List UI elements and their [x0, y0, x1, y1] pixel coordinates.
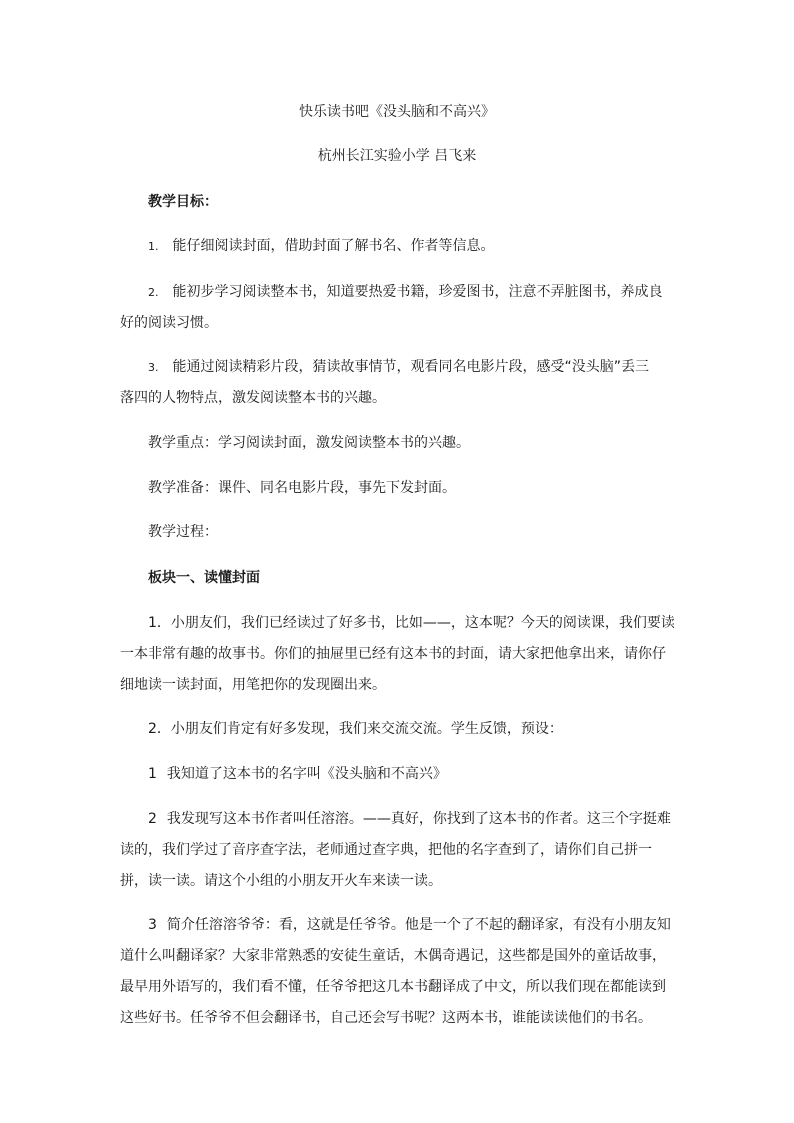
- goal-3-text-line-2: 落四的人物特点，激发阅读整本书的兴趣。: [120, 390, 386, 406]
- goals-heading: 教学目标：: [148, 194, 218, 210]
- document-author: 杭州长江实验小学 吕飞来: [317, 148, 477, 164]
- response-3-text-line-1: 简介任溶溶爷爷：看，这就是任爷爷。他是一个了不起的翻译家，有没有小朋友知: [166, 917, 671, 933]
- section-1-heading: 板块一、读懂封面: [148, 570, 260, 586]
- document-title: 快乐读书吧《没头脑和不高兴》: [299, 104, 495, 120]
- response-2-text-line-1: 我发现写这本书作者叫任溶溶。——真好，你找到了这本书的作者。这三个字挺难: [166, 811, 671, 827]
- goal-2-number: 2.: [148, 286, 159, 299]
- response-2: [148, 809, 676, 829]
- process-heading: 教学过程：: [148, 524, 218, 540]
- response-3-text-line-3: 最早用外语写的，我们看不懂，任爷爷把这几本书翻译成了中文，所以我们现在都能读到: [120, 979, 666, 995]
- goal-1-number: 1.: [148, 240, 159, 253]
- paragraph-1-line-2: 一本非常有趣的故事书。你们的抽屉里已经有这本书的封面，请大家把他拿出来，请你仔: [120, 646, 666, 662]
- goal-2-text-line-1: 能初步学习阅读整本书，知道要热爱书籍，珍爱图书，注意不弄脏图书，养成良: [172, 284, 663, 300]
- response-1-number: 1: [148, 766, 157, 782]
- response-3: [148, 915, 676, 935]
- response-2-number: 2: [148, 811, 157, 827]
- paragraph-2: 2．小朋友们肯定有好多发现，我们来交流交流。学生反馈，预设：: [148, 721, 563, 737]
- goal-1: [148, 236, 676, 257]
- goal-3: [148, 357, 676, 378]
- paragraph-1-line-1: 1．小朋友们，我们已经读过了好多书，比如——，这本呢？今天的阅读课，我们要读: [148, 615, 675, 631]
- goal-3-text-line-1: 能通过阅读精彩片段，猜读故事情节，观看同名电影片段，感受“没头脑”丢三: [172, 359, 650, 375]
- paragraph-1-line-3: 细地读一读封面，用笔把你的发现圈出来。: [120, 677, 386, 693]
- response-2-text-line-2: 读的，我们学过了音序查字法，老师通过查字典，把他的名字查到了，请你们自己拼一: [120, 842, 652, 858]
- goal-2-text-line-2: 好的阅读习惯。: [120, 315, 218, 331]
- preparation: 教学准备：课件、同名电影片段，事先下发封面。: [148, 480, 456, 496]
- goal-2: [148, 282, 676, 303]
- response-2-text-line-3: 拼，读一读。请这个小组的小朋友开火车来读一读。: [120, 873, 442, 889]
- goal-1-text: 能仔细阅读封面，借助封面了解书名、作者等信息。: [172, 238, 495, 254]
- response-1: [148, 764, 676, 784]
- response-3-text-line-2: 道什么叫翻译家？大家非常熟悉的安徒生童话，木偶奇遇记，这些都是国外的童话故事，: [120, 948, 666, 964]
- goal-3-number: 3.: [148, 361, 159, 374]
- response-3-text-line-4: 这些好书。任爷爷不但会翻译书，自己还会写书呢？这两本书，谁能读读他们的书名。: [120, 1010, 652, 1026]
- response-3-number: 3: [148, 917, 157, 933]
- response-1-text: 我知道了这本书的名字叫《没头脑和不高兴》: [166, 766, 447, 782]
- key-point: 教学重点：学习阅读封面，激发阅读整本书的兴趣。: [148, 435, 470, 451]
